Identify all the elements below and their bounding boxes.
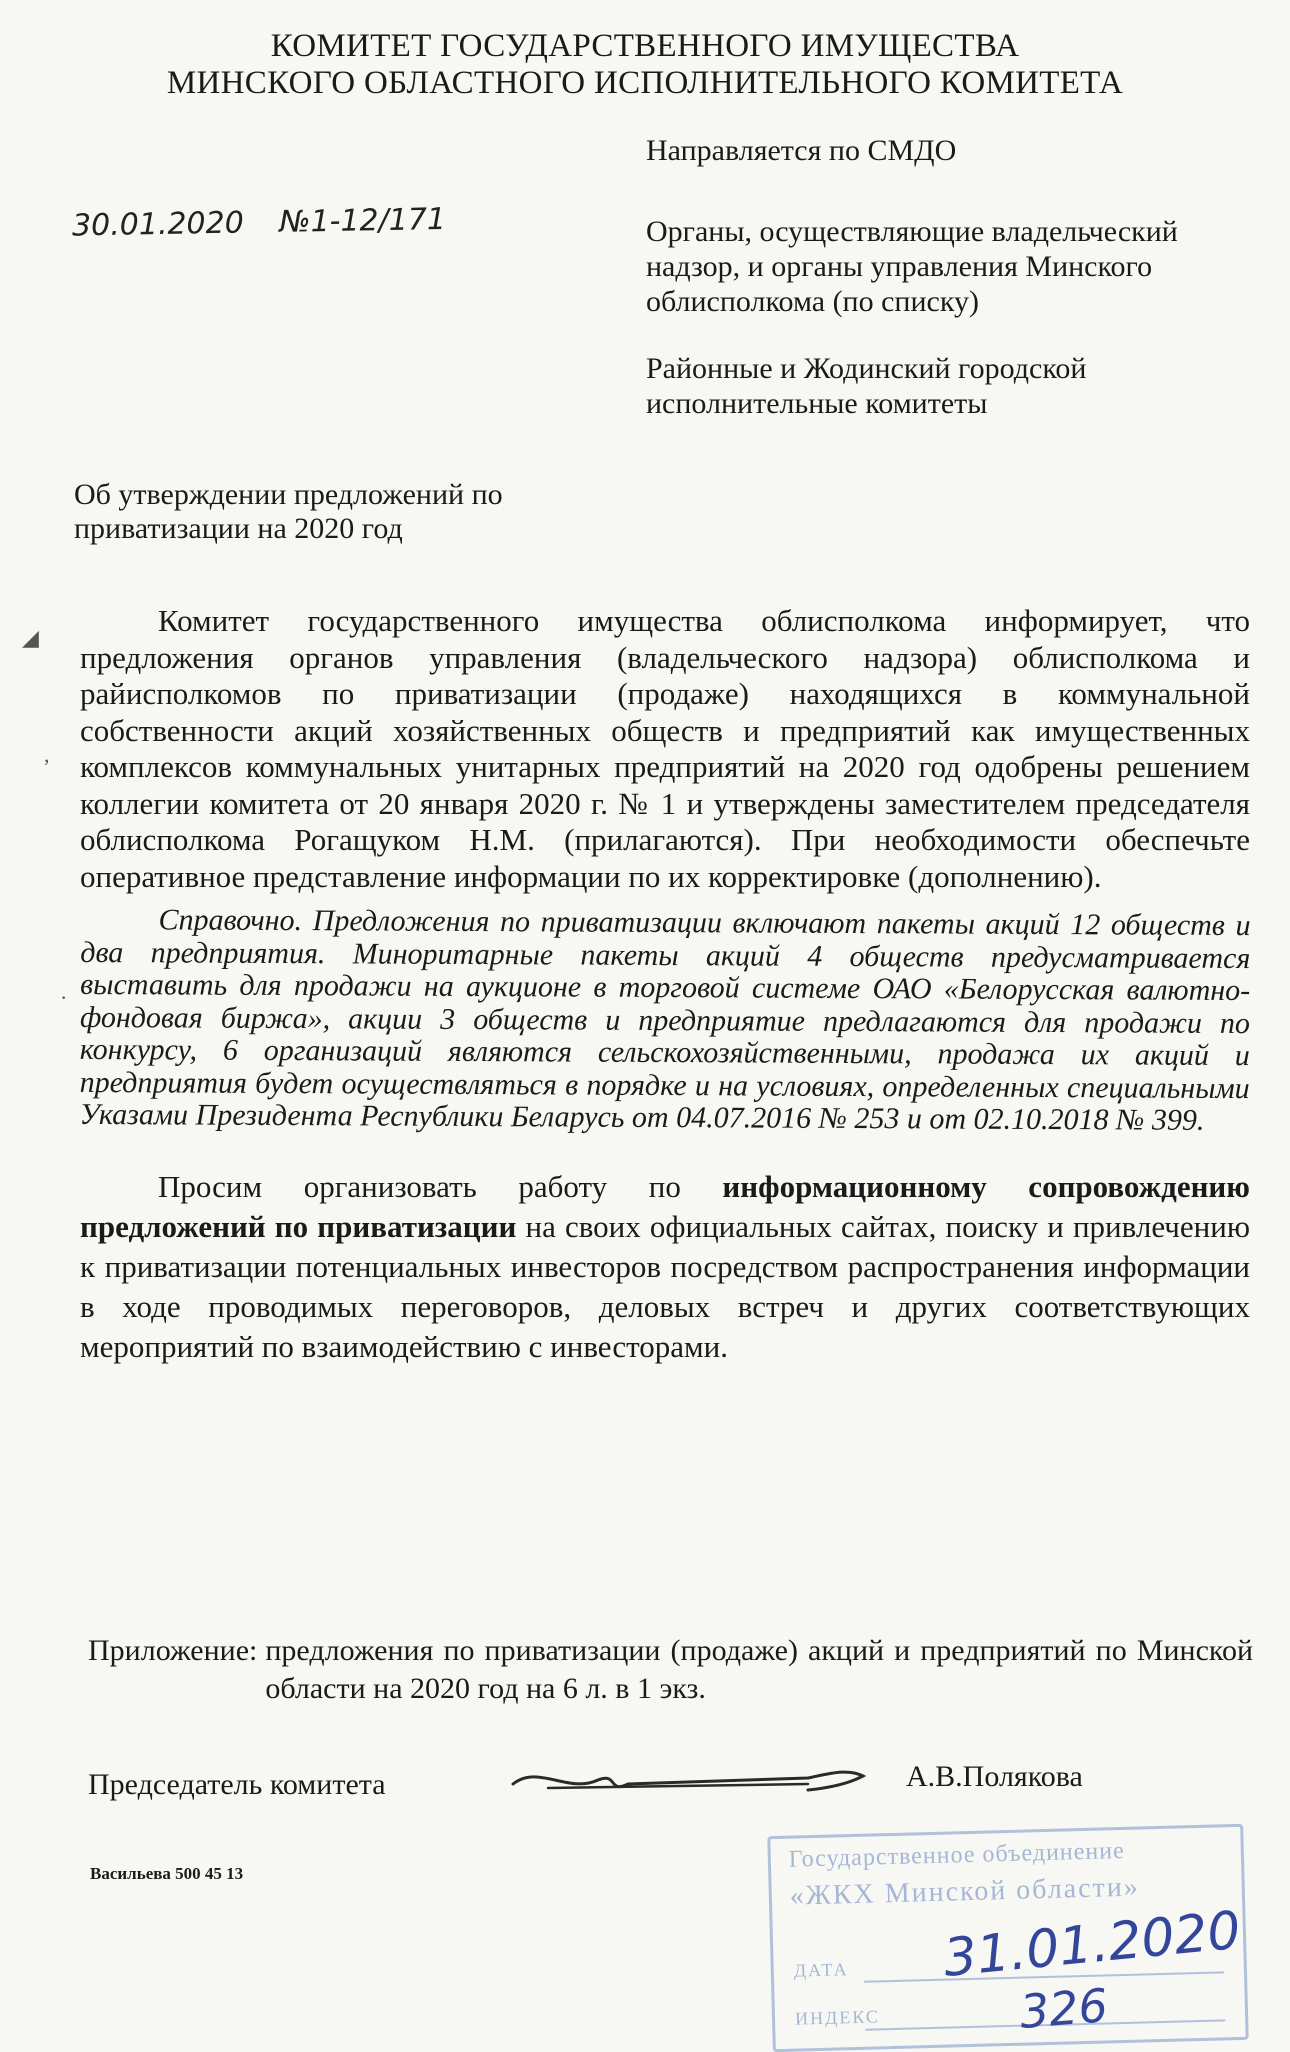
stamp-received-date: 31.01.2020 <box>941 1900 1244 1989</box>
request-end: на своих официальных сайтах, поиску и привлечению к приватизации потенциальных инвесторов посредством распространения информации в ходе проводимых переговоров, деловых встреч и других соответствующих мероприятий по взаимодействию с инвесторами. <box>80 1208 1250 1364</box>
margin-mark: · <box>60 985 68 1010</box>
stamp-index-value: 326 <box>1017 1978 1110 2039</box>
appendix-block <box>88 1632 1253 1708</box>
outgoing-reference <box>72 202 473 244</box>
signature-block <box>88 1760 1128 1818</box>
stamp-org-line-1: Государственное объединение <box>788 1837 1126 1873</box>
appendix-text: предложения по приватизации (продаже) акций и предприятий по Минской области на 2020 год на 6 л. в 1 экз. <box>265 1634 1253 1705</box>
request-paragraph <box>80 1167 1250 1367</box>
registration-stamp <box>767 1824 1248 2052</box>
letter-body <box>80 603 1250 1367</box>
outgoing-date: 30.01.2020 <box>71 205 245 244</box>
letterhead-line-2: МИНСКОГО ОБЛАСТНОГО ИСПОЛНИТЕЛЬНОГО КОМИТЕТА <box>166 65 1124 101</box>
recipient-2: Районные и Жодинский городской исполнительные комитеты <box>646 352 1087 420</box>
letter-subject: Об утверждении предложений по приватизации на 2020 год <box>74 478 503 545</box>
body-paragraph-1: Комитет государственного имущества облисполкома информирует, что предложения органов управления (владельческого надзора) облисполкома и райисполкомов по приватизации (продаже) находящихся в коммунальной собственности акций хозяйственных обществ и предприятий как имущественных комплексов коммунальных унитарных предприятий на 2020 год одобрены решением коллегии комитета от 20 января 2020 г. № 1 и утверждены заместителем председателя облисполкома Рогащуком Н.М. (прилагаются). При необходимости обеспечьте оперативное представление информации по их корректировке (дополнению). <box>80 603 1250 894</box>
letterhead <box>0 28 1290 102</box>
margin-mark: , <box>44 742 50 767</box>
stamp-index-label: ИНДЕКС <box>794 2006 881 2029</box>
request-start: Просим организовать работу по <box>158 1168 723 1204</box>
signatory-title: Председатель комитета <box>88 1768 386 1801</box>
delivery-method: Направляется по СМДО <box>646 134 957 167</box>
reference-note: Справочно. Предложения по приватизации включают пакеты акций 12 обществ и два предприятия. Миноритарные пакеты акций 4 обществ предусматривается выставить для продажи на аукционе в торговой системе ОАО «Белорусская валютно-фондовая биржа», акции 3 обществ и предприятие предлагаются для продажи по конкурсу, 6 организаций являются сельскохозяйственными, продажа их акций и предприятия будет осуществляться в порядке и на условиях, определенных специальными Указами Президента Республики Беларусь от 04.07.2016 № 253 и от 02.10.2018 № 399. <box>79 903 1251 1137</box>
margin-mark: ◢ <box>22 625 39 650</box>
executor-contact: Васильева 500 45 13 <box>90 1864 244 1883</box>
stamp-date-label: ДАТА <box>793 1959 849 1981</box>
recipient-1: Органы, осуществляющие владельческий надзор, и органы управления Минского облисполкома (по списку) <box>646 215 1178 318</box>
signatory-name: А.В.Полякова <box>906 1760 1083 1793</box>
addressee-block <box>646 133 1266 453</box>
outgoing-number: №1-12/171 <box>279 201 447 240</box>
appendix-label: Приложение: <box>88 1634 258 1667</box>
request-emphasis: информационному сопровождению предложений по приватизации <box>80 1168 1250 1244</box>
letterhead-line-1: КОМИТЕТ ГОСУДАРСТВЕННОГО ИМУЩЕСТВА <box>270 28 1020 64</box>
handwritten-signature <box>508 1754 868 1804</box>
stamp-org-line-2: «ЖКХ Минской области» <box>789 1871 1141 1912</box>
